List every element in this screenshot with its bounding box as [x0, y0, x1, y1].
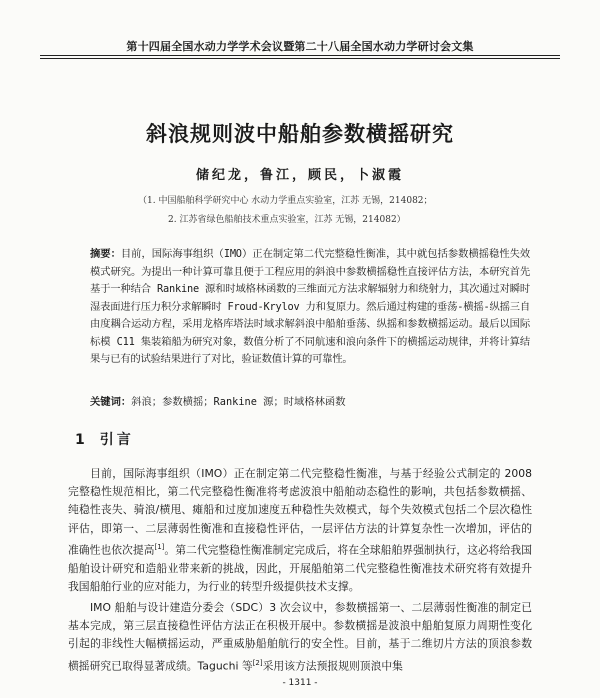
affiliation-1: （1. 中国船舶科学研究中心 水动力学重点实验室，江苏 无锡，214082；: [138, 196, 433, 206]
header-rule-bottom: [40, 58, 560, 59]
body-paragraph-2: [68, 599, 532, 675]
paragraph-2-text-b: 采用该方法预报规则顶浪中集: [262, 659, 403, 673]
section-heading: [75, 429, 146, 449]
section-title: 引言: [99, 432, 134, 448]
header-rule-top: [40, 55, 560, 56]
abstract-text: 目前，国际海事组织（IMO）正在制定第二代完整稳性衡准，其中就包括参数横摇稳性失效模式研究。为提出一种计算可靠且便于工程应用的斜浪中参数横摇稳性直接评估方法，本研究首先基于一种结合 Rankine 源和时域格林函数的三维面元方法求解辐射力和绕射力，其次通过对瞬时湿表面进行压力积分求解瞬时 Froud-Krylov 力和复原力。然后通过构建的垂荡-横摇-纵摇三自由度耦合运动方程，采用龙格库塔法时域求解斜浪中船舶垂荡、纵摇和参数横摇运动。最后以国际标模 C11 集装箱船为研究对象，数值分析了不同航速和浪向条件下的横摇运动规律，并将计算结果与已有的试验结果进行了对比，验证数值计算的可靠性。: [90, 248, 530, 365]
citation-1: [1]: [154, 542, 165, 551]
running-header: 第十四届全国水动力学学术会议暨第二十八届全国水动力学研讨会文集: [126, 40, 474, 53]
keywords-label: 关键词：: [90, 396, 132, 408]
paper-title: 斜浪规则波中船舶参数横摇研究: [146, 122, 454, 146]
paragraph-1-text-a: 目前，国际海事组织（IMO）正在制定第二代完整稳性衡准，与基于经验公式制定的 2008 完整稳性规范相比，第二代完整稳性衡准将考虑波浪中船舶动态稳性的影响，共包括参数横摇、纯稳性丧失、骑浪/横甩、瘫船和过度加速度五种稳性失效模式，每个失效模式包括二个层次稳性评估，即第一、二层薄弱性衡准和直接稳性评估，一层评估方法的计算复杂性一次增加，评估的准确性也依次提高: [68, 467, 532, 557]
abstract-label: 摘要：: [90, 248, 121, 260]
abstract: [90, 246, 530, 369]
paragraph-2-text-a: IMO 船舶与设计建造分委会（SDC）3 次会议中，参数横摇第一、二层薄弱性衡准的制定已基本完成，第三层直接稳性评估方法正在积极开展中。参数横摇是波浪中船舶复原力周期性变化引起的非线性大幅横摇运动，严重威胁船舶航行的安全性。目前，基于二维切片方法的顶浪参数横摇研究已取得显著成绩。Taguchi 等: [68, 601, 532, 673]
keywords: [90, 394, 530, 410]
paragraph-1-text-b: 。第二代完整稳性衡准制定完成后，将在全球船舶界强制执行，这必将给我国船舶设计研究和造船业带来新的挑战，因此，开展船舶第二代完整稳性衡准技术研究将有效提升我国船舶行业的应对能力，为行业的转型升级提供技术支撑。: [68, 543, 533, 593]
section-number: 1: [75, 432, 88, 448]
citation-2: [2]: [252, 658, 263, 667]
body-paragraph-1: [68, 465, 532, 596]
keywords-text: 斜浪；参数横摇；Rankine 源；时域格林函数: [131, 396, 346, 408]
affiliation-2: 2. 江苏省绿色船舶技术重点实验室，江苏 无锡，214082）: [168, 215, 406, 225]
page-number: - 1311 -: [282, 678, 318, 688]
author-list: 储纪龙，鲁江，顾民，卜淑霞: [195, 168, 404, 183]
